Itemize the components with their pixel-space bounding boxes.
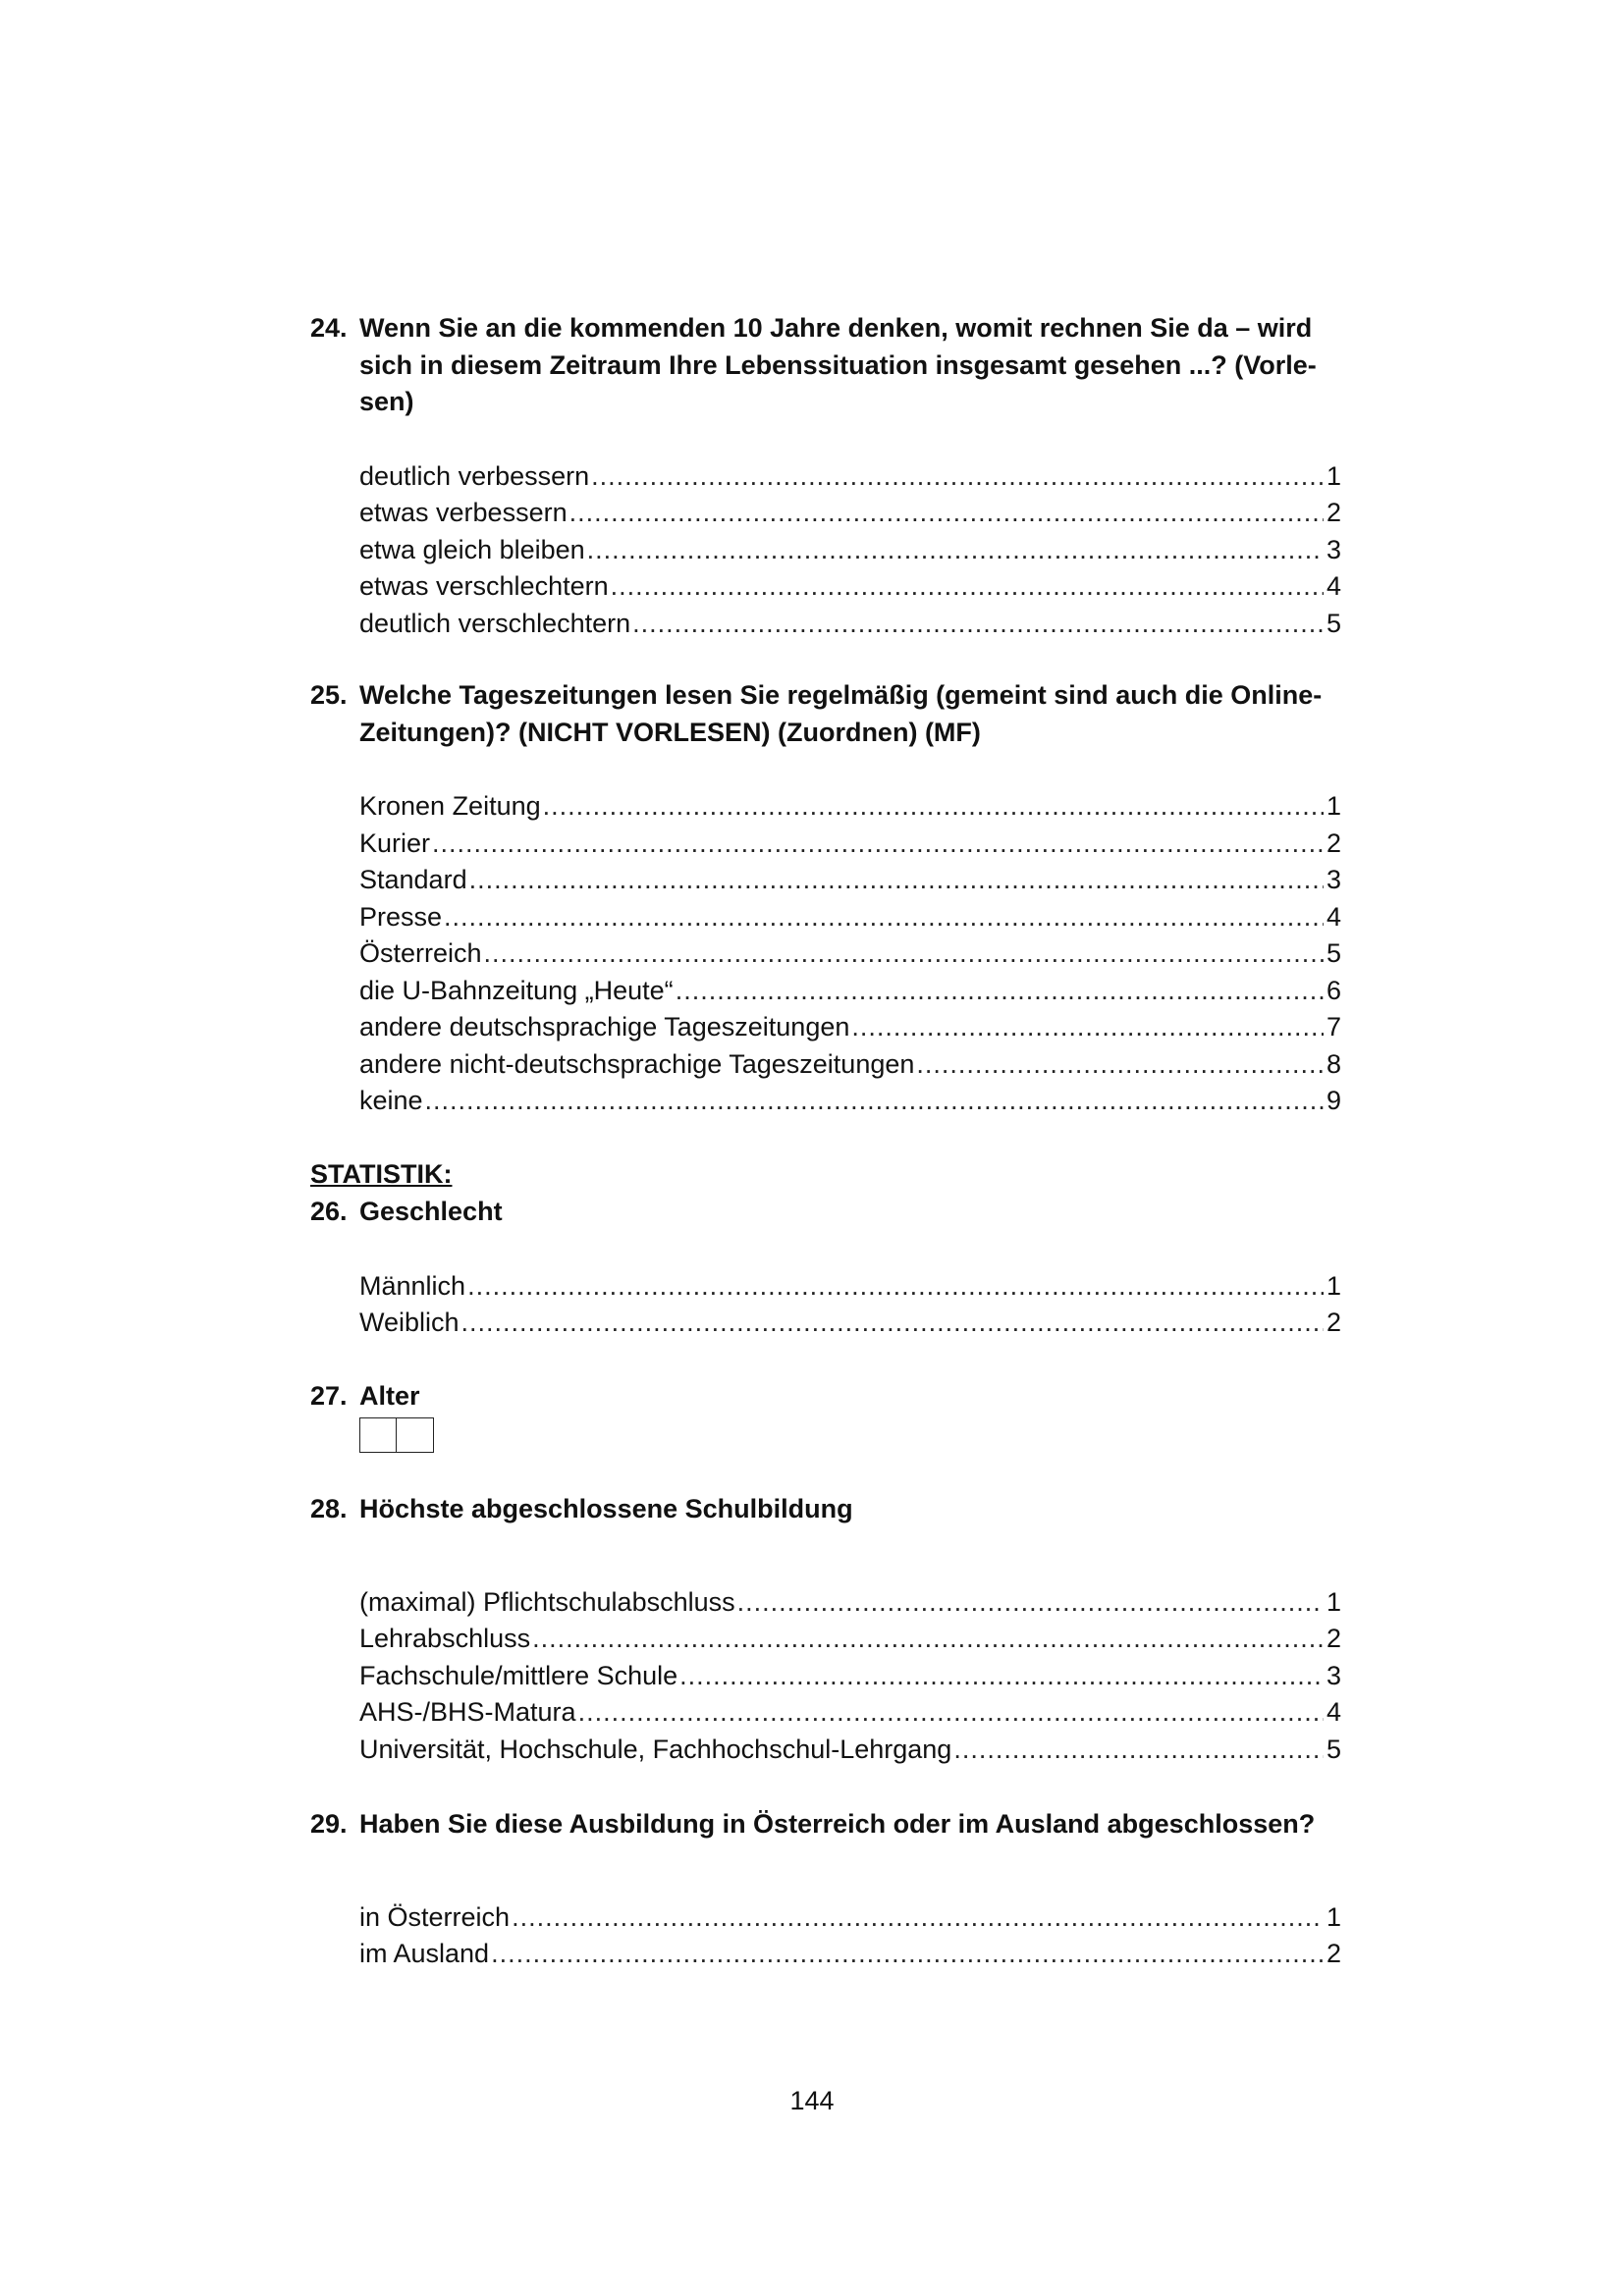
question-text: Alter bbox=[359, 1381, 420, 1411]
question-24 bbox=[310, 310, 1341, 642]
dot-leader bbox=[676, 973, 1324, 1010]
option-label: Standard bbox=[359, 865, 467, 894]
answer-option bbox=[359, 788, 1341, 826]
question-number: 27. bbox=[310, 1381, 348, 1411]
question-heading bbox=[310, 1806, 1341, 1843]
dot-leader bbox=[432, 826, 1324, 863]
question-number: 29. bbox=[310, 1809, 348, 1839]
question-number: 28. bbox=[310, 1494, 348, 1523]
option-label: Weiblich bbox=[359, 1308, 460, 1337]
age-digit-box[interactable] bbox=[397, 1417, 434, 1453]
option-label: Fachschule/mittlere Schule bbox=[359, 1660, 678, 1690]
answer-option bbox=[359, 1732, 1341, 1769]
option-label: Presse bbox=[359, 901, 443, 932]
answer-option bbox=[359, 1046, 1341, 1084]
option-label: im Ausland bbox=[359, 1939, 490, 1968]
question-29 bbox=[310, 1806, 1341, 1973]
answer-options bbox=[359, 1584, 1341, 1769]
answer-option bbox=[359, 1268, 1341, 1306]
answer-option bbox=[359, 1305, 1341, 1342]
option-label: etwas verschlechtern bbox=[359, 571, 609, 601]
option-label: Männlich bbox=[359, 1270, 466, 1301]
option-code: 1 bbox=[1326, 460, 1341, 491]
dot-leader bbox=[467, 1268, 1324, 1306]
answer-option bbox=[359, 568, 1341, 606]
option-label: deutlich verbessern bbox=[359, 460, 590, 491]
question-heading bbox=[310, 1378, 1341, 1415]
dot-leader bbox=[532, 1621, 1324, 1658]
option-code: 2 bbox=[1326, 498, 1341, 527]
dot-leader bbox=[737, 1584, 1324, 1622]
answer-options bbox=[359, 1899, 1341, 1973]
dot-leader bbox=[425, 1083, 1324, 1120]
question-heading bbox=[310, 1491, 1341, 1528]
option-label: (maximal) Pflichtschulabschluss bbox=[359, 1586, 735, 1617]
option-code: 4 bbox=[1326, 901, 1341, 932]
question-28 bbox=[310, 1491, 1341, 1768]
option-code: 7 bbox=[1326, 1012, 1341, 1041]
answer-option bbox=[359, 862, 1341, 899]
option-label: AHS-/BHS-Matura bbox=[359, 1697, 576, 1727]
option-label: etwas verbessern bbox=[359, 498, 568, 527]
option-code: 3 bbox=[1326, 865, 1341, 894]
option-code: 2 bbox=[1326, 1939, 1341, 1968]
section-label-statistik: STATISTIK: bbox=[310, 1159, 453, 1189]
dot-leader bbox=[543, 788, 1324, 826]
answer-option bbox=[359, 1621, 1341, 1658]
dot-leader bbox=[851, 1009, 1324, 1046]
option-label: etwa gleich bleiben bbox=[359, 534, 585, 564]
dot-leader bbox=[569, 495, 1324, 532]
answer-option bbox=[359, 458, 1341, 496]
answer-options bbox=[359, 458, 1341, 643]
dot-leader bbox=[679, 1658, 1324, 1695]
option-code: 5 bbox=[1326, 608, 1341, 638]
option-code: 1 bbox=[1326, 791, 1341, 821]
option-code: 3 bbox=[1326, 534, 1341, 564]
answer-option bbox=[359, 1694, 1341, 1732]
answer-option bbox=[359, 1584, 1341, 1622]
answer-options bbox=[359, 1268, 1341, 1342]
answer-option bbox=[359, 1936, 1341, 1973]
option-code: 4 bbox=[1326, 571, 1341, 601]
question-25 bbox=[310, 677, 1341, 1120]
question-number: 26. bbox=[310, 1197, 348, 1226]
dot-leader bbox=[461, 1305, 1324, 1342]
option-label: Universität, Hochschule, Fachhochschul-Lehrgang bbox=[359, 1734, 952, 1764]
dot-leader bbox=[484, 935, 1324, 973]
option-code: 6 bbox=[1326, 975, 1341, 1005]
option-code: 2 bbox=[1326, 828, 1341, 858]
answer-option bbox=[359, 532, 1341, 569]
question-text: Wenn Sie an die kommenden 10 Jahre denken, womit rechnen Sie da – wird sich in diesem Zeitraum Ihre Lebenssituation insgesamt gesehen ...? (Vorle- sen) bbox=[359, 313, 1317, 416]
dot-leader bbox=[491, 1936, 1324, 1973]
answer-option bbox=[359, 935, 1341, 973]
dot-leader bbox=[444, 899, 1324, 936]
answer-option bbox=[359, 606, 1341, 643]
dot-leader bbox=[578, 1694, 1324, 1732]
answer-options bbox=[359, 788, 1341, 1120]
question-number: 24. bbox=[310, 313, 348, 343]
age-digit-box[interactable] bbox=[359, 1417, 397, 1453]
answer-option bbox=[359, 495, 1341, 532]
option-label: Kurier bbox=[359, 828, 431, 858]
option-code: 8 bbox=[1326, 1048, 1341, 1079]
dot-leader bbox=[591, 458, 1324, 496]
option-code: 1 bbox=[1326, 1270, 1341, 1301]
option-label: Lehrabschluss bbox=[359, 1624, 531, 1653]
age-input-boxes[interactable] bbox=[359, 1417, 1341, 1453]
question-26 bbox=[310, 1194, 1341, 1342]
option-label: in Österreich bbox=[359, 1901, 511, 1932]
dot-leader bbox=[611, 568, 1324, 606]
option-code: 3 bbox=[1326, 1660, 1341, 1690]
option-label: keine bbox=[359, 1086, 423, 1115]
option-label: die U-Bahnzeitung „Heute“ bbox=[359, 975, 674, 1005]
question-heading bbox=[310, 1194, 1341, 1231]
question-number: 25. bbox=[310, 680, 348, 710]
question-heading bbox=[310, 310, 1341, 421]
option-label: Kronen Zeitung bbox=[359, 791, 541, 821]
dot-leader bbox=[512, 1899, 1324, 1937]
option-code: 9 bbox=[1326, 1086, 1341, 1115]
option-label: andere nicht-deutschsprachige Tageszeitungen bbox=[359, 1048, 915, 1079]
question-heading bbox=[310, 677, 1341, 751]
dot-leader bbox=[587, 532, 1324, 569]
question-text: Welche Tageszeitungen lesen Sie regelmäßig (gemeint sind auch die Online- Zeitungen)? (NICHT VORLESEN) (Zuordnen) (MF) bbox=[359, 680, 1323, 747]
option-label: deutlich verschlechtern bbox=[359, 608, 631, 638]
question-text: Höchste abgeschlossene Schulbildung bbox=[359, 1494, 853, 1523]
option-code: 4 bbox=[1326, 1697, 1341, 1727]
answer-option bbox=[359, 1899, 1341, 1937]
dot-leader bbox=[632, 606, 1324, 643]
option-code: 2 bbox=[1326, 1624, 1341, 1653]
option-code: 1 bbox=[1326, 1901, 1341, 1932]
answer-option bbox=[359, 1009, 1341, 1046]
question-text: Geschlecht bbox=[359, 1197, 503, 1226]
dot-leader bbox=[469, 862, 1324, 899]
answer-option bbox=[359, 1083, 1341, 1120]
option-code: 1 bbox=[1326, 1586, 1341, 1617]
answer-option bbox=[359, 826, 1341, 863]
question-text: Haben Sie diese Ausbildung in Österreich oder im Ausland abgeschlossen? bbox=[359, 1809, 1316, 1839]
option-code: 2 bbox=[1326, 1308, 1341, 1337]
page-number: 144 bbox=[789, 2086, 835, 2115]
option-label: Österreich bbox=[359, 938, 482, 968]
dot-leader bbox=[953, 1732, 1324, 1769]
question-27 bbox=[310, 1378, 1341, 1453]
dot-leader bbox=[916, 1046, 1324, 1084]
option-label: andere deutschsprachige Tageszeitungen bbox=[359, 1012, 850, 1041]
option-code: 5 bbox=[1326, 1734, 1341, 1764]
answer-option bbox=[359, 973, 1341, 1010]
answer-option bbox=[359, 899, 1341, 936]
option-code: 5 bbox=[1326, 938, 1341, 968]
answer-option bbox=[359, 1658, 1341, 1695]
